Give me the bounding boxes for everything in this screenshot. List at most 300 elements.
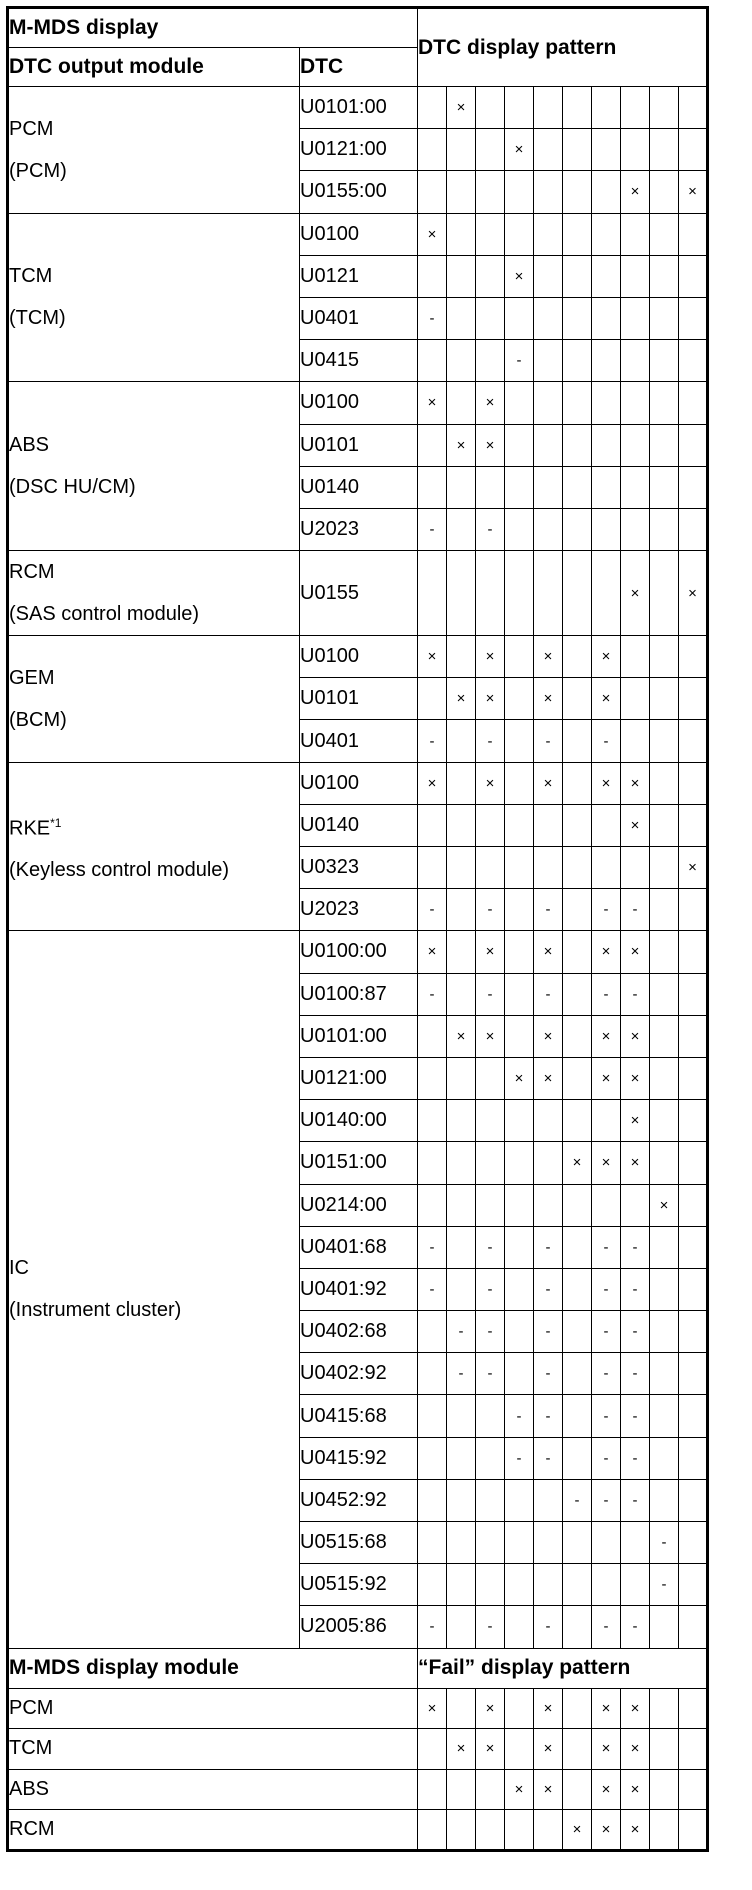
pattern-cell: [621, 255, 650, 297]
pattern-cell: [534, 551, 563, 636]
fail-row: [8, 1688, 708, 1729]
pattern-cell: [592, 466, 621, 508]
pattern-cell: [418, 1353, 447, 1395]
pattern-cell: [418, 466, 447, 508]
pattern-cell: [679, 636, 708, 678]
pattern-cell: [563, 720, 592, 762]
pattern-cell: [563, 1100, 592, 1142]
pattern-cell: [534, 87, 563, 129]
m-mds-display-header: M-MDS display: [8, 8, 418, 48]
pattern-cell: [621, 847, 650, 889]
pattern-cell: [679, 762, 708, 804]
module-name: IC: [9, 1257, 29, 1280]
pattern-cell: -: [418, 1268, 447, 1310]
pattern-cell: [563, 1184, 592, 1226]
pattern-cell: [650, 973, 679, 1015]
pattern-cell: [505, 508, 534, 550]
fail-pattern-cell: ×: [447, 1729, 476, 1770]
pattern-cell: [505, 1353, 534, 1395]
pattern-cell: ×: [447, 424, 476, 466]
pattern-cell: [418, 1142, 447, 1184]
pattern-cell: [418, 847, 447, 889]
pattern-cell: [534, 171, 563, 213]
pattern-cell: ×: [418, 213, 447, 255]
pattern-cell: -: [534, 889, 563, 931]
pattern-cell: [534, 1564, 563, 1606]
pattern-cell: [679, 1015, 708, 1057]
pattern-cell: -: [505, 340, 534, 382]
pattern-cell: [418, 804, 447, 846]
table-row: [8, 382, 708, 424]
pattern-cell: [447, 1522, 476, 1564]
pattern-cell: [679, 129, 708, 171]
dtc-code-cell: U0101: [300, 424, 418, 466]
pattern-cell: [476, 255, 505, 297]
pattern-cell: [505, 1522, 534, 1564]
pattern-cell: [592, 129, 621, 171]
fail-pattern-cell: ×: [476, 1729, 505, 1770]
pattern-cell: [650, 551, 679, 636]
pattern-cell: -: [621, 1479, 650, 1521]
fail-pattern-header: “Fail” display pattern: [418, 1648, 708, 1688]
pattern-cell: ×: [621, 1015, 650, 1057]
pattern-cell: -: [621, 1311, 650, 1353]
pattern-cell: [563, 466, 592, 508]
module-footnote-mark: *1: [50, 815, 62, 830]
pattern-cell: ×: [592, 931, 621, 973]
pattern-cell: ×: [592, 636, 621, 678]
fail-module-cell: ABS: [8, 1769, 418, 1810]
pattern-cell: -: [592, 1353, 621, 1395]
pattern-cell: [505, 1015, 534, 1057]
pattern-cell: [447, 1226, 476, 1268]
pattern-cell: [505, 889, 534, 931]
pattern-cell: ×: [447, 87, 476, 129]
pattern-cell: ×: [621, 1100, 650, 1142]
pattern-cell: ×: [679, 847, 708, 889]
pattern-cell: -: [592, 1395, 621, 1437]
pattern-cell: [679, 678, 708, 720]
dtc-code-cell: U0155: [300, 551, 418, 636]
pattern-cell: [679, 1564, 708, 1606]
pattern-cell: [650, 297, 679, 339]
pattern-cell: -: [621, 973, 650, 1015]
pattern-cell: -: [592, 889, 621, 931]
pattern-cell: -: [476, 508, 505, 550]
pattern-cell: [650, 382, 679, 424]
fail-pattern-cell: [650, 1688, 679, 1729]
pattern-cell: [447, 382, 476, 424]
dtc-code-cell: U0101:00: [300, 1015, 418, 1057]
pattern-cell: [534, 424, 563, 466]
pattern-cell: [621, 297, 650, 339]
pattern-cell: -: [592, 1268, 621, 1310]
pattern-cell: [650, 1057, 679, 1099]
pattern-cell: [563, 1015, 592, 1057]
pattern-cell: [447, 129, 476, 171]
pattern-cell: -: [418, 297, 447, 339]
pattern-cell: -: [621, 1395, 650, 1437]
pattern-cell: [505, 1564, 534, 1606]
dtc-code-cell: U2005:86: [300, 1606, 418, 1648]
fail-pattern-cell: ×: [621, 1769, 650, 1810]
pattern-cell: [476, 171, 505, 213]
pattern-cell: [650, 255, 679, 297]
fail-pattern-cell: ×: [505, 1769, 534, 1810]
module-name: RCM: [9, 561, 55, 584]
dtc-display-pattern-header: DTC display pattern: [418, 8, 708, 87]
pattern-cell: [505, 171, 534, 213]
pattern-cell: [621, 87, 650, 129]
pattern-cell: -: [534, 1226, 563, 1268]
pattern-cell: [476, 847, 505, 889]
pattern-cell: [679, 508, 708, 550]
pattern-cell: [679, 297, 708, 339]
pattern-cell: [505, 1100, 534, 1142]
pattern-cell: ×: [592, 1015, 621, 1057]
fail-module-header: M-MDS display module: [8, 1648, 418, 1688]
pattern-cell: -: [476, 889, 505, 931]
pattern-cell: [563, 847, 592, 889]
fail-row: [8, 1810, 708, 1851]
pattern-cell: -: [534, 1395, 563, 1437]
module-cell: [8, 382, 300, 551]
fail-pattern-cell: [650, 1810, 679, 1851]
pattern-cell: ×: [679, 171, 708, 213]
pattern-cell: [476, 466, 505, 508]
pattern-cell: -: [621, 1606, 650, 1648]
pattern-cell: -: [621, 889, 650, 931]
pattern-cell: ×: [621, 1142, 650, 1184]
pattern-cell: -: [418, 1226, 447, 1268]
pattern-cell: [418, 1564, 447, 1606]
pattern-cell: [418, 1100, 447, 1142]
fail-pattern-cell: [447, 1688, 476, 1729]
pattern-cell: [650, 1606, 679, 1648]
fail-pattern-cell: ×: [621, 1729, 650, 1770]
pattern-cell: [592, 340, 621, 382]
pattern-cell: [447, 1184, 476, 1226]
pattern-cell: [621, 129, 650, 171]
dtc-code-cell: U0415: [300, 340, 418, 382]
pattern-cell: [418, 678, 447, 720]
pattern-cell: -: [534, 1311, 563, 1353]
pattern-cell: [563, 297, 592, 339]
pattern-cell: -: [505, 1395, 534, 1437]
pattern-cell: [650, 804, 679, 846]
fail-pattern-cell: [447, 1769, 476, 1810]
pattern-cell: [418, 1437, 447, 1479]
pattern-cell: -: [592, 1479, 621, 1521]
pattern-cell: [679, 87, 708, 129]
pattern-cell: [534, 508, 563, 550]
fail-pattern-cell: [476, 1810, 505, 1851]
dtc-code-cell: U0401: [300, 297, 418, 339]
pattern-cell: ×: [534, 1057, 563, 1099]
module-name: GEM: [9, 666, 55, 689]
pattern-cell: [621, 213, 650, 255]
pattern-cell: -: [592, 1226, 621, 1268]
pattern-cell: ×: [418, 762, 447, 804]
pattern-cell: [447, 931, 476, 973]
pattern-cell: [592, 171, 621, 213]
dtc-code-cell: U0155:00: [300, 171, 418, 213]
pattern-cell: [650, 1437, 679, 1479]
dtc-code-cell: U0515:68: [300, 1522, 418, 1564]
pattern-cell: [476, 1395, 505, 1437]
pattern-cell: ×: [534, 678, 563, 720]
pattern-cell: -: [563, 1479, 592, 1521]
pattern-cell: ×: [621, 551, 650, 636]
pattern-cell: [534, 1184, 563, 1226]
module-name: PCM: [9, 117, 54, 140]
pattern-cell: [534, 804, 563, 846]
fail-pattern-cell: [534, 1810, 563, 1851]
fail-pattern-cell: ×: [592, 1729, 621, 1770]
pattern-cell: [505, 1311, 534, 1353]
pattern-cell: -: [650, 1522, 679, 1564]
table-row: [8, 87, 708, 129]
fail-pattern-cell: [679, 1769, 708, 1810]
pattern-cell: [447, 213, 476, 255]
fail-pattern-cell: [563, 1729, 592, 1770]
dtc-code-cell: U0140: [300, 804, 418, 846]
pattern-cell: [650, 87, 679, 129]
pattern-cell: [563, 382, 592, 424]
pattern-cell: [476, 1564, 505, 1606]
pattern-cell: [650, 1395, 679, 1437]
pattern-cell: ×: [476, 678, 505, 720]
pattern-cell: ×: [505, 129, 534, 171]
pattern-cell: -: [534, 720, 563, 762]
pattern-cell: [621, 678, 650, 720]
dtc-code-cell: U0101:00: [300, 87, 418, 129]
dtc-code-cell: U0100: [300, 213, 418, 255]
pattern-cell: -: [447, 1311, 476, 1353]
pattern-cell: [592, 1564, 621, 1606]
pattern-cell: [505, 1142, 534, 1184]
pattern-cell: [563, 1606, 592, 1648]
pattern-cell: ×: [534, 1015, 563, 1057]
pattern-cell: [679, 1606, 708, 1648]
pattern-cell: -: [592, 1437, 621, 1479]
pattern-cell: -: [418, 889, 447, 931]
dtc-code-cell: U0415:68: [300, 1395, 418, 1437]
pattern-cell: ×: [592, 678, 621, 720]
module-description: (Instrument cluster): [9, 1299, 182, 1322]
pattern-cell: [679, 973, 708, 1015]
fail-pattern-cell: ×: [534, 1688, 563, 1729]
pattern-cell: [563, 973, 592, 1015]
pattern-cell: ×: [505, 1057, 534, 1099]
dtc-code-cell: U0401: [300, 720, 418, 762]
pattern-cell: ×: [418, 636, 447, 678]
pattern-cell: [563, 1522, 592, 1564]
pattern-cell: [592, 551, 621, 636]
table-row: [8, 636, 708, 678]
fail-pattern-cell: [563, 1769, 592, 1810]
fail-pattern-cell: ×: [418, 1688, 447, 1729]
pattern-cell: [534, 213, 563, 255]
module-description: (BCM): [9, 708, 67, 731]
pattern-cell: [592, 424, 621, 466]
dtc-code-cell: U0151:00: [300, 1142, 418, 1184]
pattern-cell: [592, 382, 621, 424]
dtc-code-cell: U0452:92: [300, 1479, 418, 1521]
pattern-cell: -: [418, 973, 447, 1015]
pattern-cell: [650, 466, 679, 508]
module-cell: [8, 636, 300, 763]
pattern-cell: [534, 1142, 563, 1184]
pattern-cell: [592, 508, 621, 550]
fail-pattern-cell: [650, 1769, 679, 1810]
pattern-cell: [505, 466, 534, 508]
pattern-cell: ×: [447, 1015, 476, 1057]
pattern-cell: -: [476, 1226, 505, 1268]
pattern-cell: ×: [418, 382, 447, 424]
fail-pattern-cell: [679, 1729, 708, 1770]
dtc-code-cell: U0401:68: [300, 1226, 418, 1268]
fail-pattern-cell: ×: [621, 1688, 650, 1729]
pattern-cell: ×: [476, 1015, 505, 1057]
pattern-cell: [592, 1522, 621, 1564]
fail-pattern-cell: [418, 1729, 447, 1770]
dtc-code-cell: U0415:92: [300, 1437, 418, 1479]
pattern-cell: [505, 424, 534, 466]
pattern-cell: [563, 889, 592, 931]
pattern-cell: [476, 213, 505, 255]
pattern-cell: -: [534, 1353, 563, 1395]
pattern-cell: [679, 1142, 708, 1184]
fail-module-cell: TCM: [8, 1729, 418, 1770]
dtc-code-cell: U0100:00: [300, 931, 418, 973]
pattern-cell: [621, 1564, 650, 1606]
pattern-cell: -: [418, 1606, 447, 1648]
pattern-cell: [447, 1100, 476, 1142]
fail-pattern-cell: ×: [592, 1810, 621, 1851]
pattern-cell: ×: [621, 804, 650, 846]
pattern-cell: [563, 87, 592, 129]
table-row: [8, 762, 708, 804]
pattern-cell: [418, 171, 447, 213]
dtc-output-module-header: DTC output module: [8, 48, 300, 87]
pattern-cell: [563, 551, 592, 636]
pattern-cell: [650, 1353, 679, 1395]
pattern-cell: [563, 1311, 592, 1353]
pattern-cell: -: [476, 1606, 505, 1648]
pattern-cell: ×: [621, 1057, 650, 1099]
fail-module-cell: PCM: [8, 1688, 418, 1729]
fail-pattern-cell: [476, 1769, 505, 1810]
module-cell: [8, 87, 300, 214]
module-description: (Keyless control module): [9, 859, 230, 882]
dtc-code-cell: U0100: [300, 636, 418, 678]
pattern-cell: [447, 551, 476, 636]
fail-pattern-cell: [650, 1729, 679, 1770]
pattern-cell: ×: [534, 636, 563, 678]
pattern-cell: [650, 1311, 679, 1353]
pattern-cell: [621, 466, 650, 508]
pattern-cell: [505, 1479, 534, 1521]
dtc-code-cell: U0101: [300, 678, 418, 720]
dtc-code-cell: U0121: [300, 255, 418, 297]
pattern-cell: [592, 1184, 621, 1226]
pattern-cell: [563, 1268, 592, 1310]
fail-pattern-cell: ×: [534, 1729, 563, 1770]
pattern-cell: ×: [679, 551, 708, 636]
pattern-cell: [505, 973, 534, 1015]
pattern-cell: [534, 129, 563, 171]
pattern-cell: [505, 297, 534, 339]
pattern-cell: [679, 424, 708, 466]
pattern-cell: [505, 678, 534, 720]
pattern-cell: [563, 508, 592, 550]
pattern-cell: [563, 424, 592, 466]
fail-pattern-cell: [418, 1769, 447, 1810]
pattern-cell: [679, 931, 708, 973]
pattern-cell: [418, 551, 447, 636]
pattern-cell: [650, 889, 679, 931]
module-name: ABS: [9, 434, 50, 457]
pattern-cell: [476, 297, 505, 339]
pattern-cell: [505, 1268, 534, 1310]
pattern-cell: ×: [476, 382, 505, 424]
pattern-cell: [563, 255, 592, 297]
pattern-cell: [592, 255, 621, 297]
dtc-code-cell: U2023: [300, 508, 418, 550]
fail-header-row: [8, 1648, 708, 1688]
pattern-cell: [563, 1395, 592, 1437]
pattern-cell: [476, 1100, 505, 1142]
fail-pattern-cell: [418, 1810, 447, 1851]
pattern-cell: -: [534, 1437, 563, 1479]
dtc-header: DTC: [300, 48, 418, 87]
pattern-cell: [418, 1015, 447, 1057]
pattern-cell: [418, 1311, 447, 1353]
pattern-cell: [447, 1057, 476, 1099]
pattern-cell: -: [592, 1311, 621, 1353]
pattern-cell: [534, 1479, 563, 1521]
pattern-cell: [534, 340, 563, 382]
dtc-code-cell: U0140: [300, 466, 418, 508]
pattern-cell: [476, 1142, 505, 1184]
dtc-code-cell: U0402:92: [300, 1353, 418, 1395]
module-description: (DSC HU/CM): [9, 476, 136, 499]
pattern-cell: [447, 973, 476, 1015]
fail-pattern-cell: [679, 1810, 708, 1851]
pattern-cell: [505, 382, 534, 424]
pattern-cell: ×: [418, 931, 447, 973]
pattern-cell: [534, 847, 563, 889]
pattern-cell: [505, 847, 534, 889]
fail-pattern-cell: [505, 1810, 534, 1851]
pattern-cell: [650, 1015, 679, 1057]
pattern-cell: [679, 382, 708, 424]
pattern-cell: [447, 804, 476, 846]
pattern-cell: [650, 762, 679, 804]
module-cell: [8, 762, 300, 931]
dtc-code-cell: U0515:92: [300, 1564, 418, 1606]
fail-pattern-cell: [505, 1688, 534, 1729]
pattern-cell: [447, 636, 476, 678]
pattern-cell: [621, 636, 650, 678]
pattern-cell: [563, 1564, 592, 1606]
pattern-cell: [505, 1226, 534, 1268]
pattern-cell: [650, 171, 679, 213]
pattern-cell: [679, 720, 708, 762]
pattern-cell: [418, 129, 447, 171]
pattern-cell: [534, 1100, 563, 1142]
